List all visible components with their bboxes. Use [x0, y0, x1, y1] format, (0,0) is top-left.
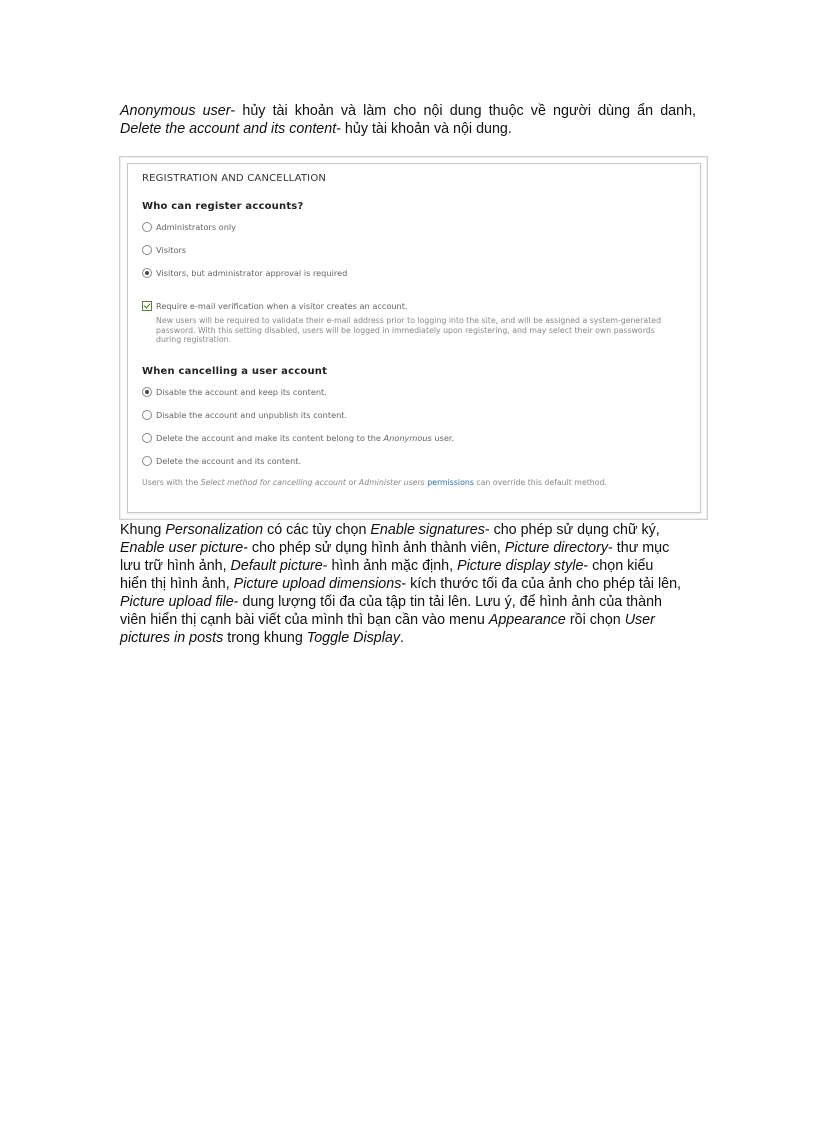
option-label-tail: user.	[434, 433, 455, 443]
intro-line-1	[120, 102, 696, 120]
radio-icon[interactable]	[142, 456, 152, 466]
term: pictures in posts	[120, 630, 224, 646]
body-line	[120, 521, 696, 539]
footer-text: Users with the	[142, 478, 199, 487]
text: - kích thước tối đa của ảnh cho phép tải lên,	[401, 576, 682, 592]
text: - cho phép sử dụng chữ ký,	[484, 522, 660, 538]
settings-screenshot	[119, 156, 708, 520]
intro-line-2-text: - hủy tài khoản và nội dung.	[336, 121, 512, 137]
radio-selected-icon[interactable]	[142, 268, 152, 278]
text: - chọn kiểu	[583, 558, 654, 574]
term: Picture upload file	[120, 594, 234, 610]
text: có các tùy chọn	[263, 522, 371, 538]
text: - dung lượng tối đa của tập tin tải lên. Lưu ý, để hình ảnh của thành	[233, 594, 662, 610]
footer-text: can override this default method.	[476, 478, 607, 487]
radio-selected-icon[interactable]	[142, 387, 152, 397]
term: Enable user picture	[120, 540, 244, 556]
register-option-visitors[interactable]	[142, 245, 186, 255]
permissions-link[interactable]: permissions	[427, 478, 474, 487]
body-line	[120, 539, 696, 557]
radio-icon[interactable]	[142, 245, 152, 255]
cancel-option-disable-unpublish[interactable]	[142, 410, 347, 420]
cancel-option-delete-anonymous[interactable]	[142, 433, 454, 443]
option-label: Administrators only	[156, 222, 236, 232]
term: Enable signatures	[370, 522, 485, 538]
term: Appearance	[488, 612, 566, 628]
register-option-admins[interactable]	[142, 222, 236, 232]
checkbox-label: Require e-mail verification when a visitor creates an account.	[156, 301, 408, 311]
description-line: during registration.	[156, 335, 232, 345]
term: Toggle Display	[306, 630, 401, 646]
text: rồi chọn	[565, 612, 625, 628]
body-line	[120, 629, 696, 647]
email-verification-checkbox[interactable]	[142, 301, 408, 311]
term: User	[624, 612, 655, 628]
cancel-option-disable-keep[interactable]	[142, 387, 327, 397]
register-question: Who can register accounts?	[142, 201, 304, 212]
body-line	[120, 611, 696, 629]
option-label: Delete the account and make its content belong to the	[156, 433, 381, 443]
option-label: Disable the account and keep its content.	[156, 387, 327, 397]
option-label: Disable the account and unpublish its content.	[156, 410, 348, 420]
option-label: Visitors, but administrator approval is required	[156, 268, 348, 278]
text: trong khung	[223, 630, 307, 646]
intro-paragraph	[120, 102, 696, 138]
text: hiển thị hình ảnh,	[120, 576, 234, 592]
text: - cho phép sử dụng hình ảnh thành viên,	[243, 540, 505, 556]
term: Picture upload dimensions	[233, 576, 402, 592]
term-anonymous-user: Anonymous user	[120, 103, 231, 119]
text: lưu trữ hình ảnh,	[120, 558, 231, 574]
description-line: New users will be required to validate their e-mail address prior to logging into the site, and will be assigned a system-generated	[156, 316, 662, 325]
body-line	[120, 575, 696, 593]
text: - hình ảnh mặc định,	[322, 558, 458, 574]
body-line	[120, 593, 696, 611]
text: Khung	[120, 522, 166, 538]
checkbox-checked-icon[interactable]	[142, 301, 152, 311]
radio-icon[interactable]	[142, 433, 152, 443]
description-line: password. With this setting disabled, users will be logged in immediately upon registering, and may select their own passwords	[156, 325, 655, 335]
text: .	[400, 630, 405, 646]
intro-line-1-text: - hủy tài khoản và làm cho nội dung thuộc về người dùng ẩn danh,	[230, 103, 696, 119]
term: Picture directory	[504, 540, 609, 556]
option-label: Delete the account and its content.	[156, 456, 302, 466]
radio-icon[interactable]	[142, 222, 152, 232]
cancel-question: When cancelling a user account	[142, 366, 328, 377]
radio-icon[interactable]	[142, 410, 152, 420]
option-label-italic: Anonymous	[383, 433, 432, 443]
footer-text: or	[348, 478, 357, 487]
fieldset-legend: REGISTRATION AND CANCELLATION	[142, 173, 327, 184]
register-option-visitors-approval[interactable]	[142, 268, 347, 278]
intro-line-2	[120, 120, 696, 138]
term: Personalization	[165, 522, 264, 538]
registration-cancellation-fieldset	[127, 163, 701, 513]
personalization-paragraph	[120, 521, 696, 647]
body-line	[120, 557, 696, 575]
text: - thư mục	[608, 540, 670, 556]
text: viên hiển thị cạnh bài viết của mình thì bạn cần vào menu	[120, 612, 489, 628]
option-label: Visitors	[156, 245, 187, 255]
term: Picture display style	[457, 558, 584, 574]
term: Default picture	[230, 558, 323, 574]
email-verification-description	[156, 316, 716, 345]
footer-italic: Select method for cancelling account	[200, 478, 346, 487]
cancel-footer-note	[142, 478, 607, 487]
cancel-option-delete-all[interactable]	[142, 456, 301, 466]
footer-italic: Administer users	[358, 478, 425, 487]
term-delete-account-content: Delete the account and its content	[120, 121, 337, 137]
